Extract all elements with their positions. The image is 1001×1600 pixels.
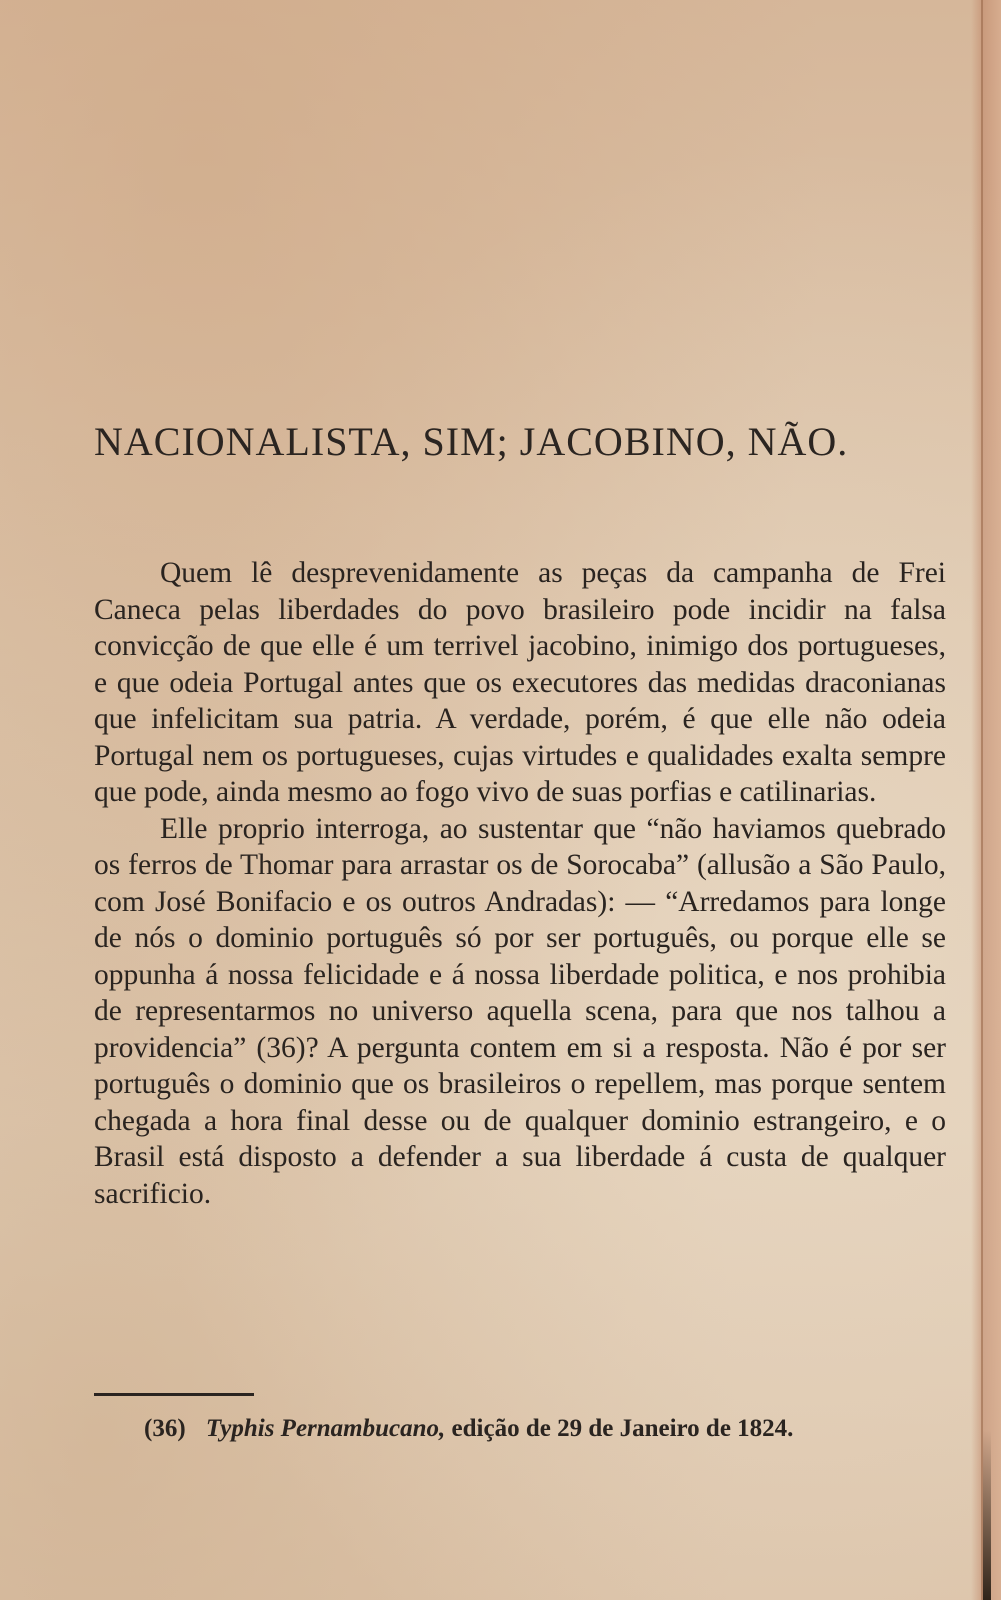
page-edge: [971, 0, 1001, 1600]
footnote-divider: [94, 1393, 254, 1396]
footnote-number: (36): [144, 1415, 186, 1442]
chapter-title: NACIONALISTA, SIM; JACOBINO, NÃO.: [94, 419, 849, 464]
paragraph-2: Elle proprio interroga, ao sustentar que “não haviamos quebrado os ferros de Thomar para arrastar os de Sorocaba” (allusão a São Paulo, com José Bonifacio e os outros Andradas): — “Arredamos para longe de nós o dominio português só por ser português, ou porque elle se oppunha á nossa felicidade e á nossa liberdade politica, e nos prohibia de representarmos no universo aquella scena, para que nos talhou a providencia” (36)? A pergunta contem em si a resposta. Não é por ser português o dominio que os brasileiros o repellem, mas porque sentem chegada a hora final desse ou de qualquer dominio estrangeiro, e o Brasil está disposto a defender a sua liberdade á custa de qualquer sacrificio.: [94, 812, 946, 1210]
paragraph-1: Quem lê desprevenidamente as peças da campanha de Frei Caneca pelas liberdades do povo brasileiro pode incidir na falsa convicção de que elle é um terrivel jacobino, inimigo dos portugueses, e que odeia Portugal antes que os executores das medidas draconianas que infelicitam sua patria. A verdade, porém, é que elle não odeia Portugal nem os portugueses, cujas virtudes e qualidades exalta sempre que pode, ainda mesmo ao fogo vivo de suas porfias e catilinarias.: [94, 557, 946, 808]
footnote-detail: edição de 29 de Janeiro de 1824.: [451, 1415, 794, 1442]
footnote-source: Typhis Pernambucano,: [205, 1415, 446, 1442]
footnote: [144, 1413, 974, 1445]
body-text: [94, 555, 946, 1212]
